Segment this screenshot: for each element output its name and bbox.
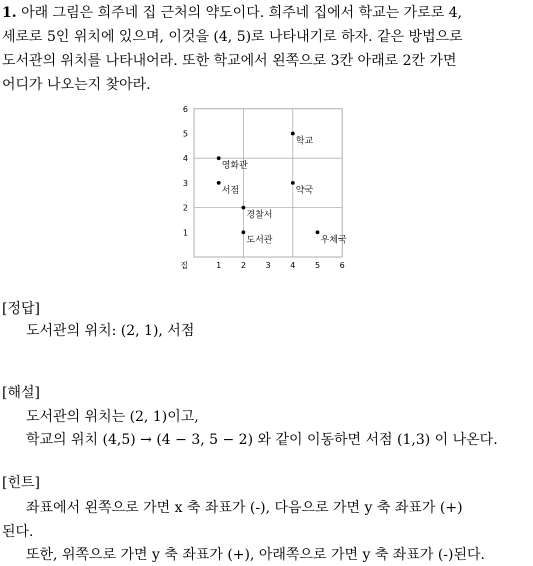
x-tick-6: 6	[339, 261, 345, 270]
y-tick-2: 2	[182, 203, 188, 213]
y-tick-6: 6	[182, 104, 188, 114]
point-label-0: 학교	[295, 136, 314, 147]
x-tick-3: 3	[265, 261, 271, 270]
point-5	[242, 230, 246, 234]
point-label-2: 서점	[221, 185, 240, 196]
x-tick-5: 5	[314, 261, 321, 270]
point-1	[217, 156, 221, 160]
hint-header: [힌트]	[2, 475, 40, 491]
explanation-line-1: 도서관의 위치는 (2, 1)이고,	[26, 409, 199, 425]
problem-text-1: 아래 그림은 희주네 집 근처의 약도이다. 희주네 집에서 학교는 가로로 4,	[21, 5, 463, 21]
x-tick-1: 1	[216, 261, 222, 270]
hint-line-3: 또한, 위쪽으로 가면 y 축 좌표가 (+), 아래쪽으로 가면 y 축 좌표가 (-)된다.	[26, 547, 485, 563]
point-label-6: 우체국	[320, 235, 347, 246]
point-6	[316, 230, 320, 234]
x-tick-4: 4	[290, 261, 296, 270]
answer-text: 도서관의 위치: (2, 1), 서점	[26, 323, 195, 339]
y-tick-3: 3	[182, 178, 188, 188]
answer-header: [정답]	[2, 301, 40, 317]
problem-line-4: 어디가 나오는지 찾아라.	[2, 77, 151, 93]
explanation-header: [해설]	[2, 385, 40, 401]
problem-line-2: 세로로 5인 위치에 있으며, 이것을 (4, 5)로 나타내기로 하자. 같은 방법으로	[2, 29, 463, 45]
point-2	[217, 181, 221, 185]
point-0	[291, 132, 295, 136]
point-label-1: 영화관	[221, 161, 248, 172]
point-label-4: 경찰서	[246, 210, 273, 221]
y-tick-5: 5	[182, 129, 188, 139]
origin-label: 집	[180, 261, 188, 270]
point-3	[291, 181, 295, 185]
problem-line-3: 도서관의 위치를 나타내어라. 또한 학교에서 왼쪽으로 3칸 아래로 2칸 가면	[2, 53, 457, 69]
point-label-3: 약국	[295, 185, 314, 196]
point-label-5: 도서관	[246, 235, 273, 246]
problem-number: 1.	[2, 5, 17, 21]
y-tick-4: 4	[182, 154, 188, 164]
y-tick-1: 1	[182, 228, 188, 238]
hint-line-2: 된다.	[2, 524, 34, 540]
point-4	[242, 206, 246, 210]
hint-line-1: 좌표에서 왼쪽으로 가면 x 축 좌표가 (-), 다음으로 가면 y 축 좌표가 (+)	[26, 500, 463, 516]
x-tick-2: 2	[240, 261, 246, 270]
explanation-line-2: 학교의 위치 (4,5) → (4 − 3, 5 − 2) 와 같이 이동하면 서점 (1,3) 이 나온다.	[26, 432, 498, 448]
